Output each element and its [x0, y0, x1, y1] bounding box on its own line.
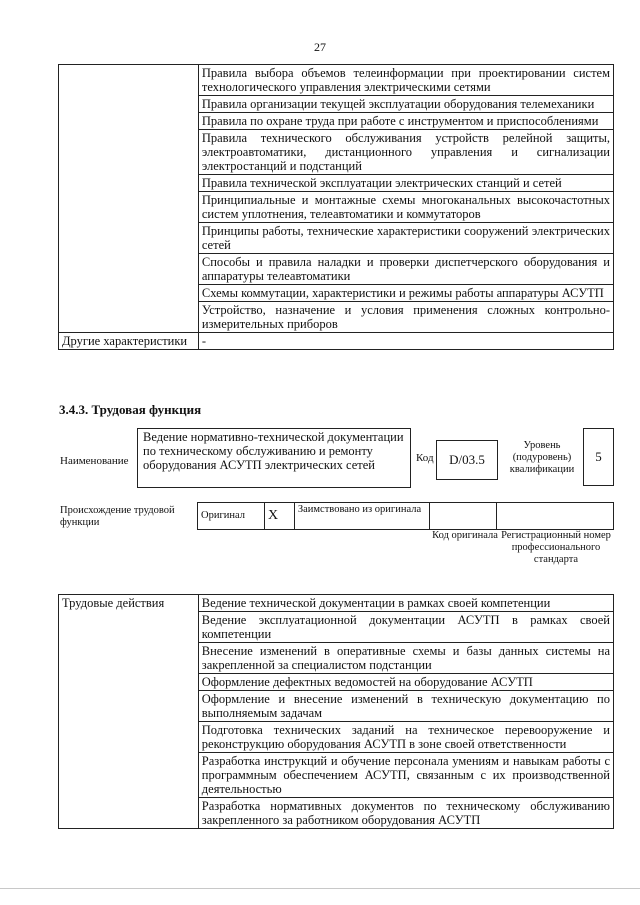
knowledge-row: Принципиальные и монтажные схемы многоканальных высокочастотных систем уплотнения, телеавтоматики и коммутаторов	[198, 192, 613, 223]
action-row: Оформление и внесение изменений в техническую документацию по выполняемым задачам	[198, 691, 613, 722]
code-caption: Код оригинала	[432, 530, 498, 541]
action-row: Оформление дефектных ведомостей на оборудование АСУТП	[198, 674, 613, 691]
knowledge-row: Принципы работы, технические характеристики сооружений электрических сетей	[198, 223, 613, 254]
origin-label: Происхождение трудовой функции	[60, 505, 175, 528]
code-box	[436, 440, 498, 480]
actions-label: Трудовые действия	[59, 595, 199, 829]
original-mark: X	[264, 503, 294, 530]
knowledge-row: Правила организации текущей эксплуатации оборудования телемеханики	[198, 96, 613, 113]
knowledge-row: Устройство, назначение и условия применения сложных контрольно-измерительных приборов	[198, 302, 613, 333]
action-row: Подготовка технических заданий на техническое перевооружение и реконструкцию оборудования АСУТП в зоне своей ответственности	[198, 722, 613, 753]
action-row: Ведение эксплуатационной документации АСУТП в рамках своей компетенции	[198, 612, 613, 643]
knowledge-row: Способы и правила наладки и проверки диспетчерского оборудования и аппаратуры телеавтоматики	[198, 254, 613, 285]
action-row: Ведение технической документации в рамках своей компетенции	[198, 595, 613, 612]
knowledge-row: Правила технической эксплуатации электрических станций и сетей	[198, 175, 613, 192]
knowledge-row: Схемы коммутации, характеристики и режимы работы аппаратуры АСУТП	[198, 285, 613, 302]
other-characteristics-label: Другие характеристики	[59, 333, 199, 350]
borrowed-label: Заимствовано из оригинала	[294, 503, 429, 530]
reg-caption: Регистрационный номер профессионального стандарта	[501, 530, 611, 565]
origin-table	[197, 502, 614, 530]
level-box	[583, 428, 614, 486]
knowledge-row: Правила технического обслуживания устройств релейной защиты, электроавтоматики, дистанционного управления и сигнализации электростанций и подстанций	[198, 130, 613, 175]
level-label: Уровень (подуровень) квалификации	[509, 440, 575, 475]
function-code: D/03.5	[449, 452, 485, 467]
knowledge-row: Правила выбора объемов телеинформации при проектировании систем технологического управления электрическими сетями	[198, 65, 613, 96]
action-row: Разработка инструкций и обучение персонала умениям и навыкам работы с программным обеспечением АСУТП, связанным с их производственной деятельностью	[198, 753, 613, 798]
section-heading: 3.4.3. Трудовая функция	[59, 402, 202, 417]
origin-code-cell	[429, 503, 497, 530]
function-name: Ведение нормативно-технической документации по техническому обслуживанию и ремонту оборудования АСУТП электрических сетей	[143, 430, 404, 472]
action-row: Разработка нормативных документов по техническому обслуживанию закрепленного за работником оборудования АСУТП	[198, 798, 613, 829]
action-row: Внесение изменений в оперативные схемы и базы данных системы на закрепленной за специалистом подстанции	[198, 643, 613, 674]
name-label: Наименование	[60, 455, 129, 467]
page-number: 27	[314, 40, 326, 54]
name-box	[137, 428, 411, 488]
code-label: Код	[416, 452, 434, 464]
knowledge-table	[58, 64, 614, 350]
knowledge-row: Правила по охране труда при работе с инструментом и приспособлениями	[198, 113, 613, 130]
level-value: 5	[595, 449, 602, 464]
other-characteristics-value: -	[198, 333, 613, 350]
actions-table	[58, 594, 614, 829]
origin-reg-cell	[497, 503, 614, 530]
original-label: Оригинал	[198, 503, 265, 530]
knowledge-label-cell	[59, 65, 199, 333]
page-bottom-line	[0, 888, 640, 889]
